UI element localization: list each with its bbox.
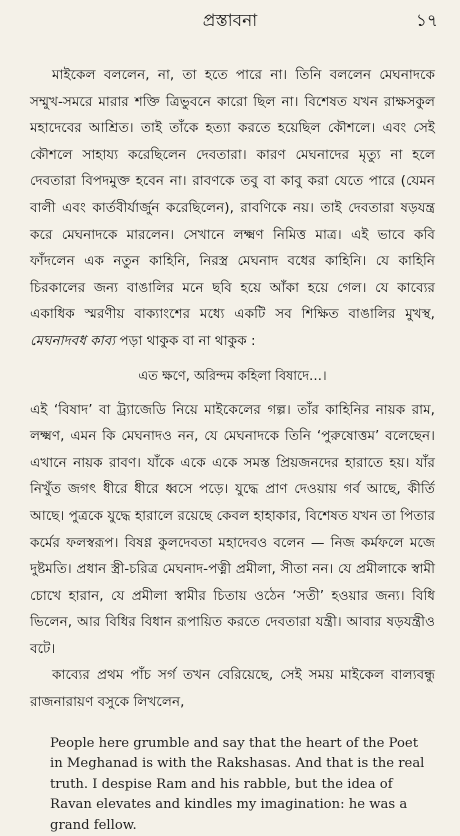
paragraph-1-tail: পড়া থাকুক বা না থাকুক : bbox=[115, 332, 256, 349]
paragraph-1-text: মাইকেল বললেন, না, তা হতে পারে না। তিনি বললেন মেঘনাদকে সম্মুখ-সমরে মারার শক্তি ত্রিভুবনে কারো ছিল না। বিশেষত যখন রাক্ষসকুল মহাদেবের আশ্রিত। তাই তাঁকে হত্যা করতে হয়েছিল কৌশলে। এবং সেই কৌশলে সাহায্য করেছিলেন দেবতারা। কারণ মেঘনাদের মৃত্যু না হলে দেবতারা বিপদমুক্ত হবেন না। রাবণকে তবু বা কাবু করা যেতে পারে (যেমন বালী এবং কার্তবীর্যার্জুন করেছিলেন), রাবণিকে নয়। তাই দেবতারা ষড়যন্ত্র করে মেঘনাদকে মারলেন। সেখানে লক্ষ্মণ নিমিত্ত মাত্র। এই ভাবে কবি ফাঁদলেন এক নতুন কাহিনি, নিরস্ত্র মেঘনাদ বধের কাহিনি। যে কাহিনি চিরকালের জন্য বাঙালির মনে ছবি হয়ে আঁকা হয়ে গেল। যে কাব্যের একাধিক স্মরণীয় বাক্যাংশের মধ্যে একটি সব শিক্ষিত বাঙালির মুখস্থ, bbox=[30, 67, 435, 323]
paragraph-2: এই ‘বিষাদ’ বা ট্র্যাজেডি নিয়ে মাইকেলের গল্প। তাঁর কাহিনির নায়ক রাম, লক্ষ্মণ, এমন কি মেঘনাদও নন, যে মেঘনাদকে তিনি ‘পুরুষোত্তম’ বলেছেন। এখানে নায়ক রাবণ। যাঁকে একে একে সমস্ত প্রিয়জনদের হারাতে হয়। যাঁর নিখুঁত জগৎ ধীরে ধীরে ধ্বসে পড়ে। যুদ্ধে প্রাণ দেওয়ায় গর্ব আছে, কীর্তি আছে। পুত্রকে যুদ্ধে হারালে রয়েছে কেবল হাহাকার, বিশেষত যখন তা পিতার কর্মের ফলস্বরূপ। বিষণ্ণ কুলদেবতা মহাদেবও বলেন — নিজ কর্মফলে মজে দুষ্টমতি। প্রধান স্ত্রী-চরিত্র মেঘনাদ-পত্নী প্রমীলা, সীতা নন। যে প্রমীলাকে স্বামী চোখে হারান, যে প্রমীলা স্বামীর চিতায় ওঠেন ‘সতী’ হওয়ার জন্য। বিধি ভিলেন, আর বিধির বিধান রূপায়িত করতে দেবতারা যন্ত্রী। আবার ষড়যন্ত্রীও বটে। bbox=[30, 401, 435, 657]
page-header bbox=[0, 8, 460, 38]
paragraph-1-book-title: মেঘনাদবধ কাব্য bbox=[30, 332, 116, 349]
page-body bbox=[30, 62, 435, 836]
running-head: প্রস্তাবনা bbox=[202, 11, 258, 31]
paragraph-1 bbox=[30, 62, 435, 355]
poem-line: এত ক্ষণে, অরিন্দম কহিলা বিষাদে…। bbox=[138, 368, 327, 384]
paragraph-3: কাব্যের প্রথম পাঁচ সর্গ তখন বেরিয়েছে, সেই সময় মাইকেল বাল্যবন্ধু রাজনারায়ণ বসুকে লিখলেন, bbox=[30, 667, 435, 711]
page-number: ১৭ bbox=[415, 11, 438, 31]
english-quote: People here grumble and say that the heart of the Poet in Meghanad is with the Rakshasas. And that is the real truth. I despise Ram and his rabble, but the idea of Ravan elevates and kindles my imagination: he was a grand fellow. bbox=[50, 735, 425, 833]
